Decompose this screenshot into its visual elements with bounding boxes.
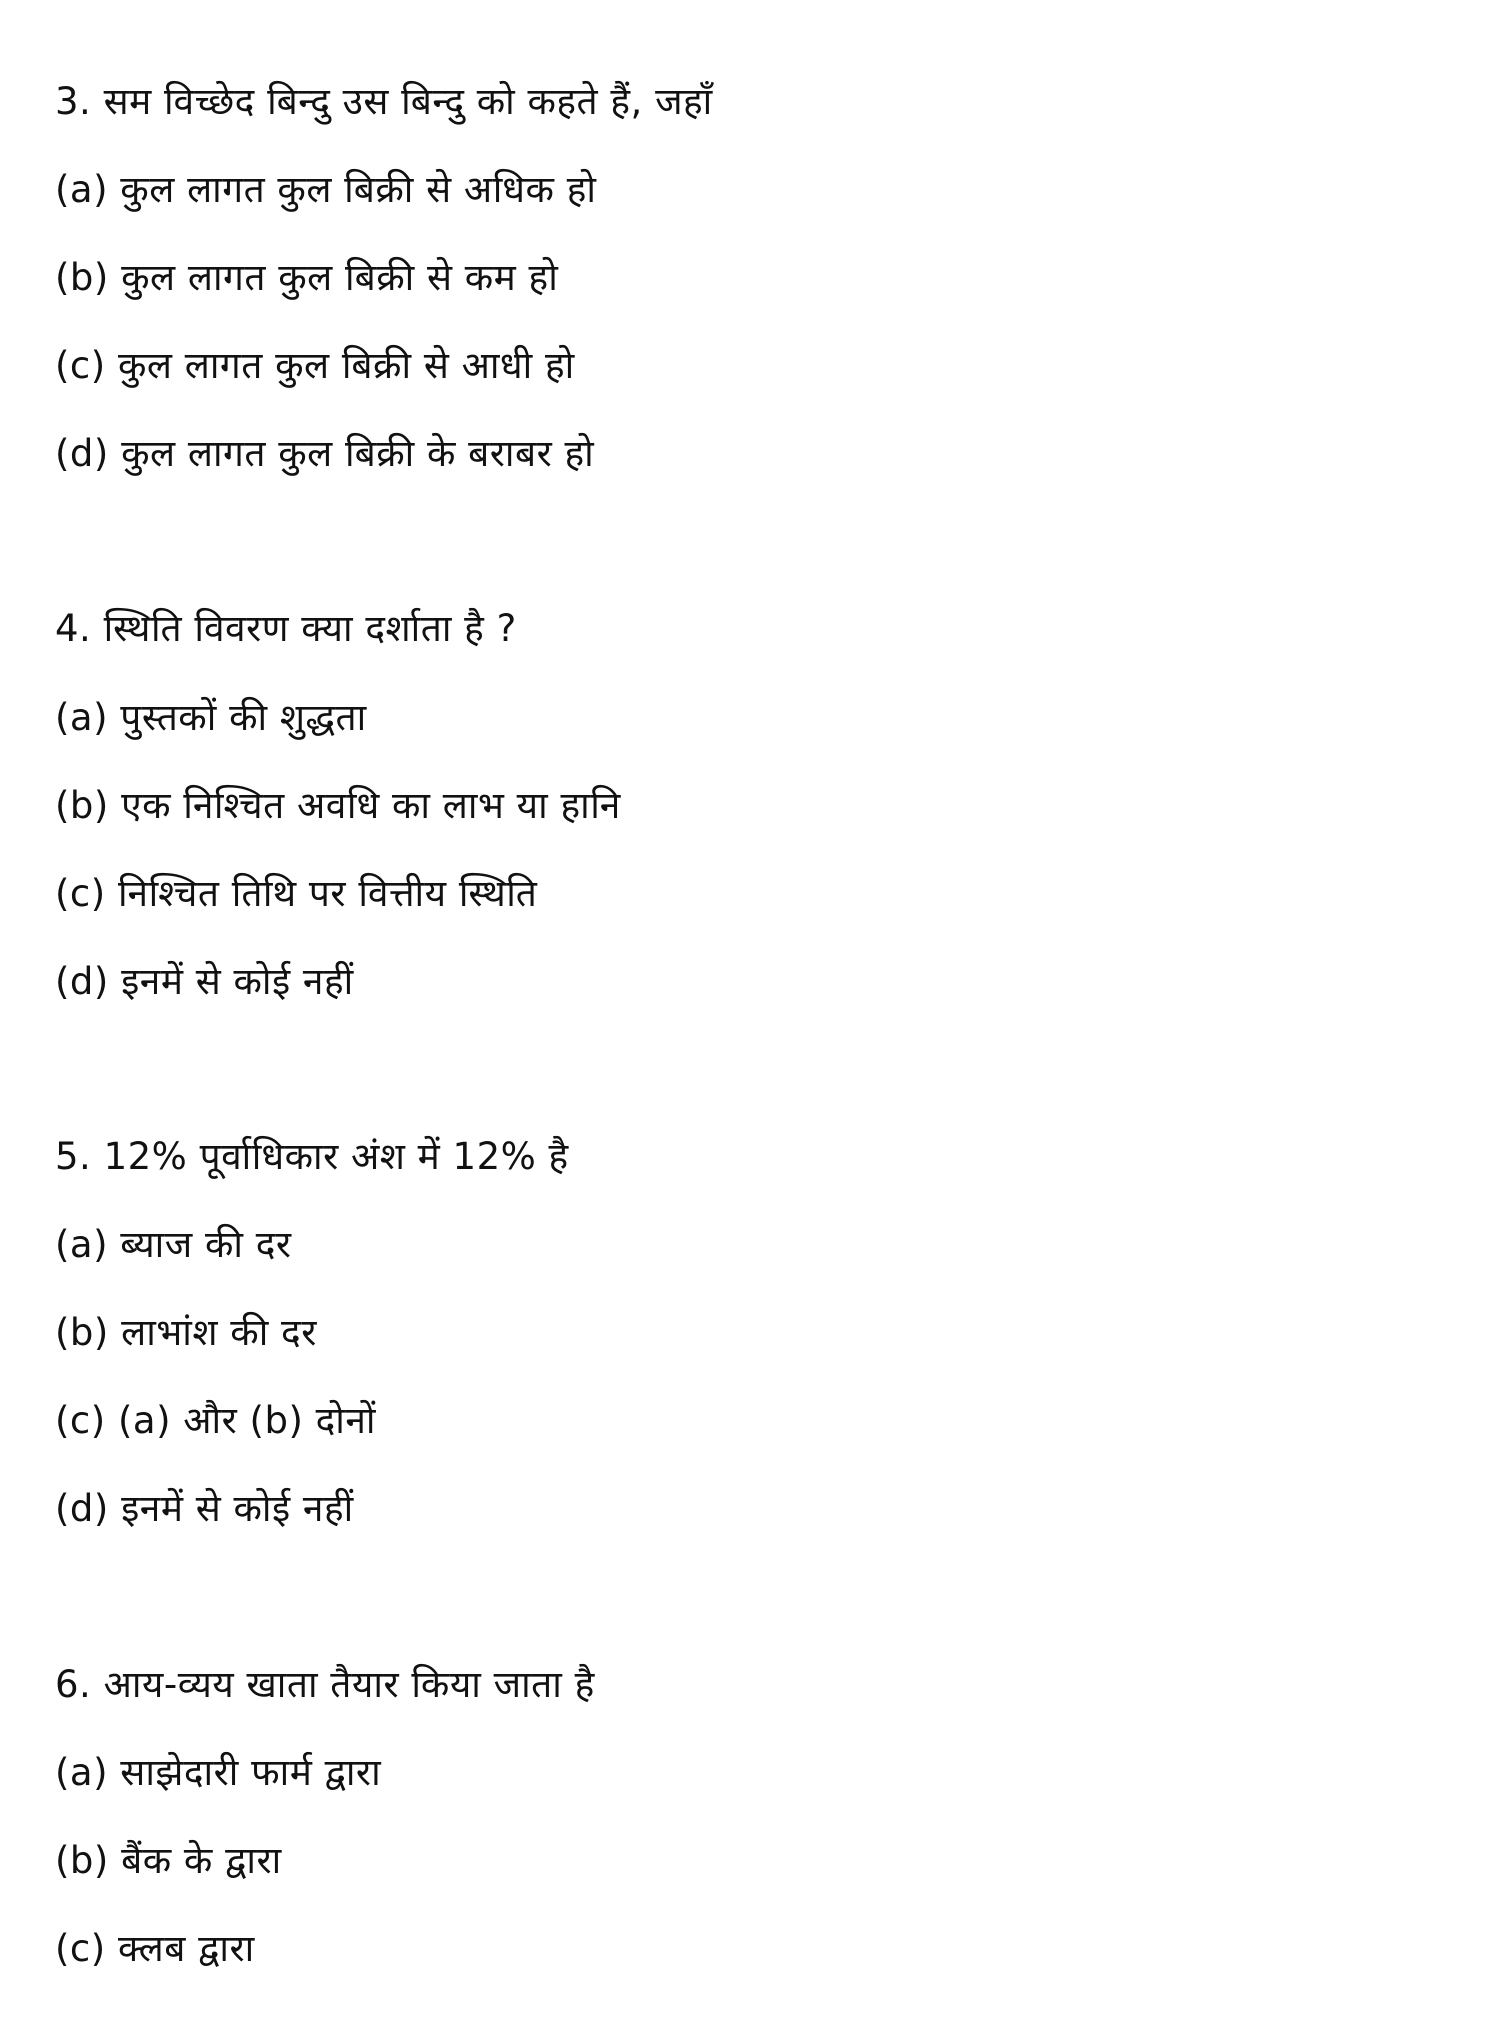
question-6-stem: 6. आय-व्यय खाता तैयार किया जाता है (55, 1663, 595, 1706)
question-4-option-c: (c) निश्चित तिथि पर वित्तीय स्थिति (55, 872, 538, 915)
question-4-option-d: (d) इनमें से कोई नहीं (55, 960, 354, 1003)
question-4-option-b: (b) एक निश्चित अवधि का लाभ या हानि (55, 784, 621, 827)
question-6-option-c: (c) क्लब द्वारा (55, 1927, 255, 1970)
question-3-option-c: (c) कुल लागत कुल बिक्री से आधी हो (55, 344, 575, 387)
question-5-option-d: (d) इनमें से कोई नहीं (55, 1487, 354, 1530)
question-5-option-c: (c) (a) और (b) दोनों (55, 1399, 376, 1442)
question-3-option-b: (b) कुल लागत कुल बिक्री से कम हो (55, 256, 559, 299)
question-4-stem: 4. स्थिति विवरण क्या दर्शाता है ? (55, 607, 517, 650)
question-4-option-a: (a) पुस्तकों की शुद्धता (55, 696, 367, 739)
question-6-option-b: (b) बैंक के द्वारा (55, 1839, 282, 1882)
question-5-option-b: (b) लाभांश की दर (55, 1311, 317, 1354)
question-5-stem: 5. 12% पूर्वाधिकार अंश में 12% है (55, 1135, 569, 1178)
question-6-option-a: (a) साझेदारी फार्म द्वारा (55, 1751, 382, 1794)
question-5-option-a: (a) ब्याज की दर (55, 1223, 292, 1266)
question-3-option-a: (a) कुल लागत कुल बिक्री से अधिक हो (55, 168, 597, 211)
question-3-stem: 3. सम विच्छेद बिन्दु उस बिन्दु को कहते हैं, जहाँ (55, 80, 713, 123)
question-3-option-d: (d) कुल लागत कुल बिक्री के बराबर हो (55, 432, 595, 475)
